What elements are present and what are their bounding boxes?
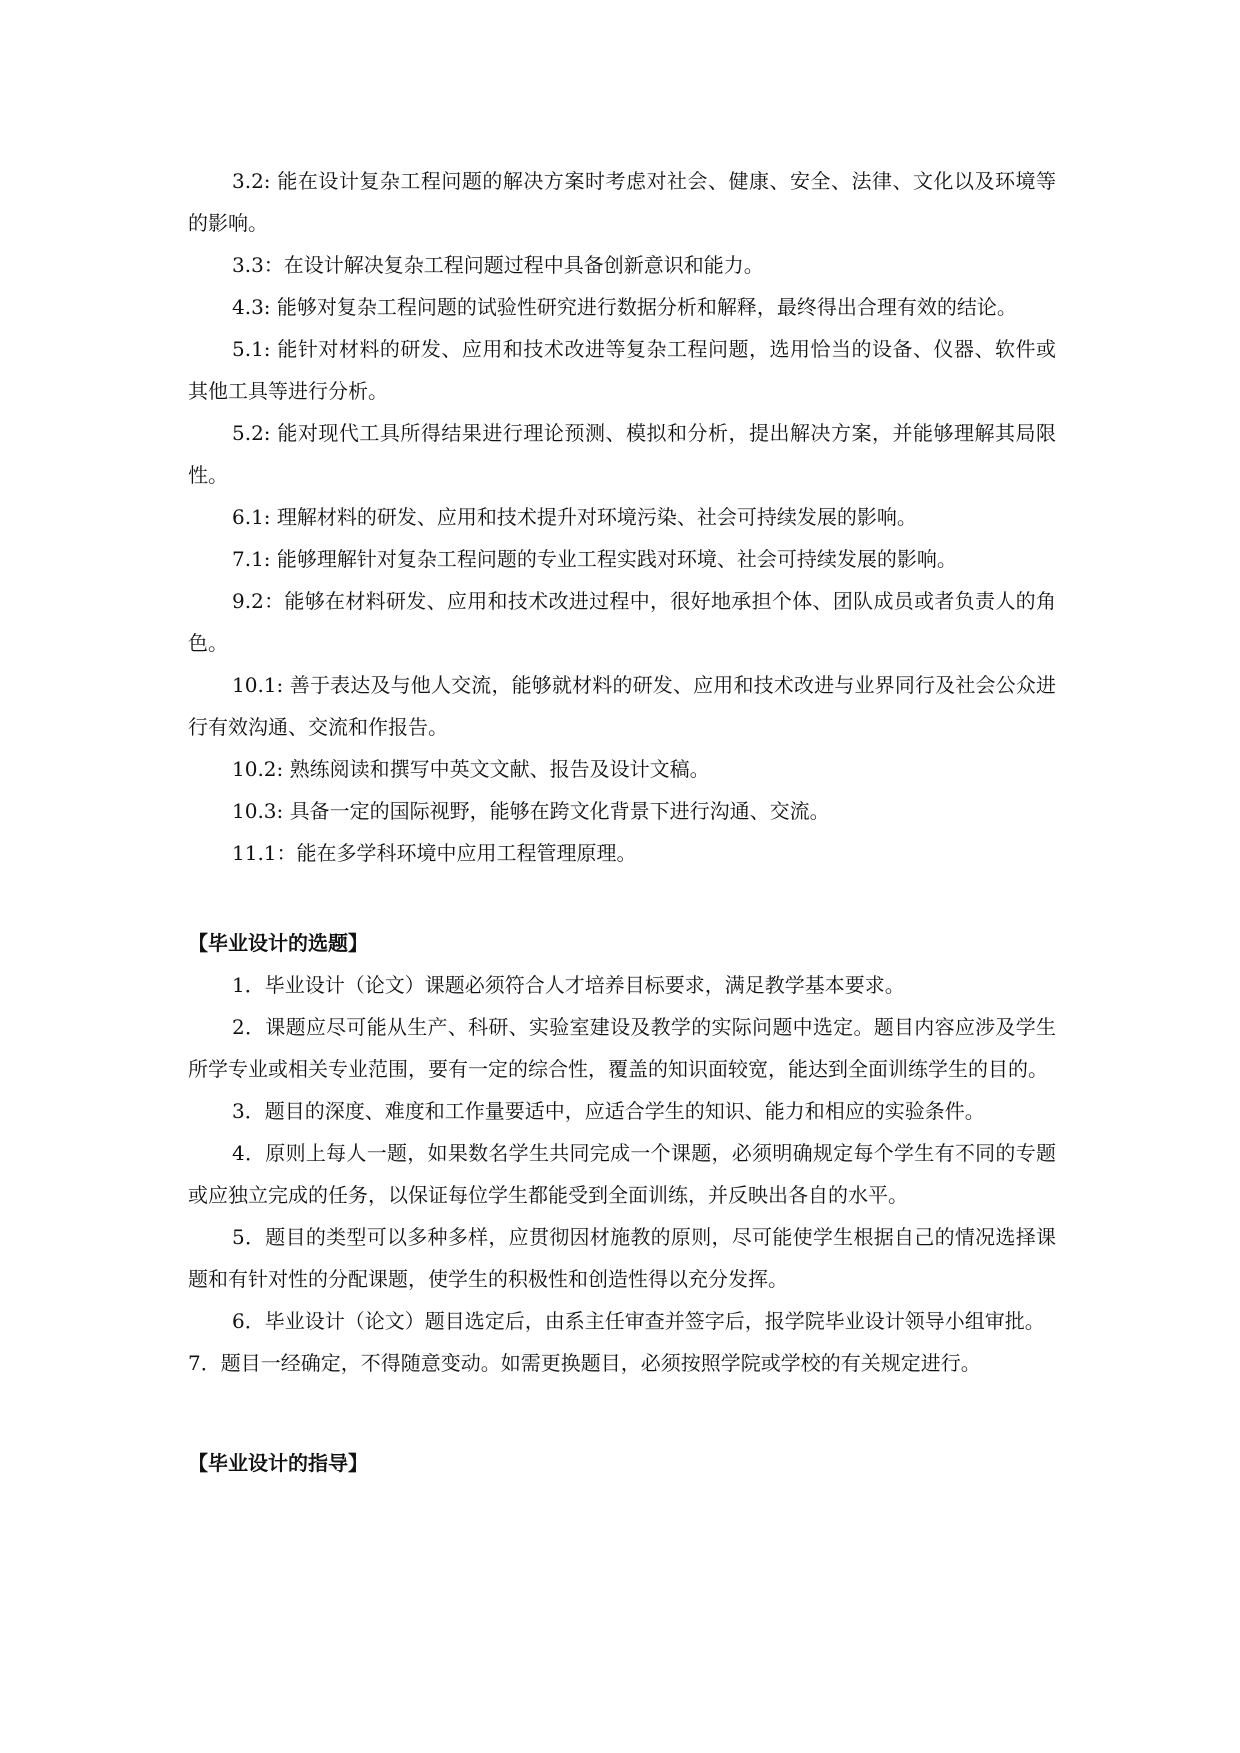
topic-rule-item: 5．题目的类型可以多种多样，应贯彻因材施教的原则，尽可能使学生根据自己的情况选择课题和有针对性的分配课题，使学生的积极性和创造性得以充分发挥。 bbox=[188, 1225, 1056, 1291]
topic-rule-item: 6．毕业设计（论文）题目选定后，由系主任审查并签字后，报学院毕业设计领导小组审批。 bbox=[232, 1309, 1045, 1333]
outcome-item: 3.2: 能在设计复杂工程问题的解决方案时考虑对社会、健康、安全、法律、文化以及环境等的影响。 bbox=[188, 169, 1056, 235]
section-spacer bbox=[188, 1384, 1056, 1442]
outcome-item: 5.1: 能针对材料的研发、应用和技术改进等复杂工程问题，选用恰当的设备、仪器、软件或其他工具等进行分析。 bbox=[188, 337, 1056, 403]
topic-rule-item: 4．原则上每人一题，如果数名学生共同完成一个课题，必须明确规定每个学生有不同的专题或应独立完成的任务，以保证每位学生都能受到全面训练，并反映出各自的水平。 bbox=[188, 1141, 1056, 1207]
outcome-item: 5.2: 能对现代工具所得结果进行理论预测、模拟和分析，提出解决方案，并能够理解其局限性。 bbox=[188, 421, 1056, 487]
topic-rule-item: 2．课题应尽可能从生产、科研、实验室建设及教学的实际问题中选定。题目内容应涉及学生所学专业或相关专业范围，要有一定的综合性，覆盖的知识面较宽，能达到全面训练学生的目的。 bbox=[188, 1015, 1056, 1081]
outcome-item: 10.1: 善于表达及与他人交流，能够就材料的研发、应用和技术改进与业界同行及社会公众进行有效沟通、交流和作报告。 bbox=[188, 673, 1056, 739]
outcome-item: 10.3: 具备一定的国际视野，能够在跨文化背景下进行沟通、交流。 bbox=[232, 799, 830, 823]
topic-rule-item: 3．题目的深度、难度和工作量要适中，应适合学生的知识、能力和相应的实验条件。 bbox=[232, 1099, 985, 1123]
outcome-item: 4.3: 能够对复杂工程问题的试验性研究进行数据分析和解释，最终得出合理有效的结论。 bbox=[232, 295, 1017, 319]
outcome-item: 3.3：在设计解决复杂工程问题过程中具备创新意识和能力。 bbox=[232, 253, 764, 277]
topic-section-heading: 【毕业设计的选题】 bbox=[188, 931, 368, 955]
guidance-section-heading: 【毕业设计的指导】 bbox=[188, 1451, 368, 1475]
outcomes-list bbox=[188, 160, 1056, 874]
section-spacer bbox=[188, 874, 1056, 922]
outcome-item: 6.1: 理解材料的研发、应用和技术提升对环境污染、社会可持续发展的影响。 bbox=[232, 505, 917, 529]
outcome-item: 9.2：能够在材料研发、应用和技术改进过程中，很好地承担个体、团队成员或者负责人的角色。 bbox=[188, 589, 1056, 655]
document-content bbox=[188, 160, 1056, 1484]
topic-rule-item: 7．题目一经确定，不得随意变动。如需更换题目，必须按照学院或学校的有关规定进行。 bbox=[188, 1351, 981, 1375]
outcome-item: 10.2: 熟练阅读和撰写中英文文献、报告及设计文稿。 bbox=[232, 757, 710, 781]
outcome-item: 11.1：能在多学科环境中应用工程管理原理。 bbox=[232, 841, 637, 865]
outcome-item: 7.1: 能够理解针对复杂工程问题的专业工程实践对环境、社会可持续发展的影响。 bbox=[232, 547, 957, 571]
topic-rules-list bbox=[188, 964, 1056, 1384]
topic-rule-item: 1．毕业设计（论文）课题必须符合人才培养目标要求，满足教学基本要求。 bbox=[232, 973, 905, 997]
